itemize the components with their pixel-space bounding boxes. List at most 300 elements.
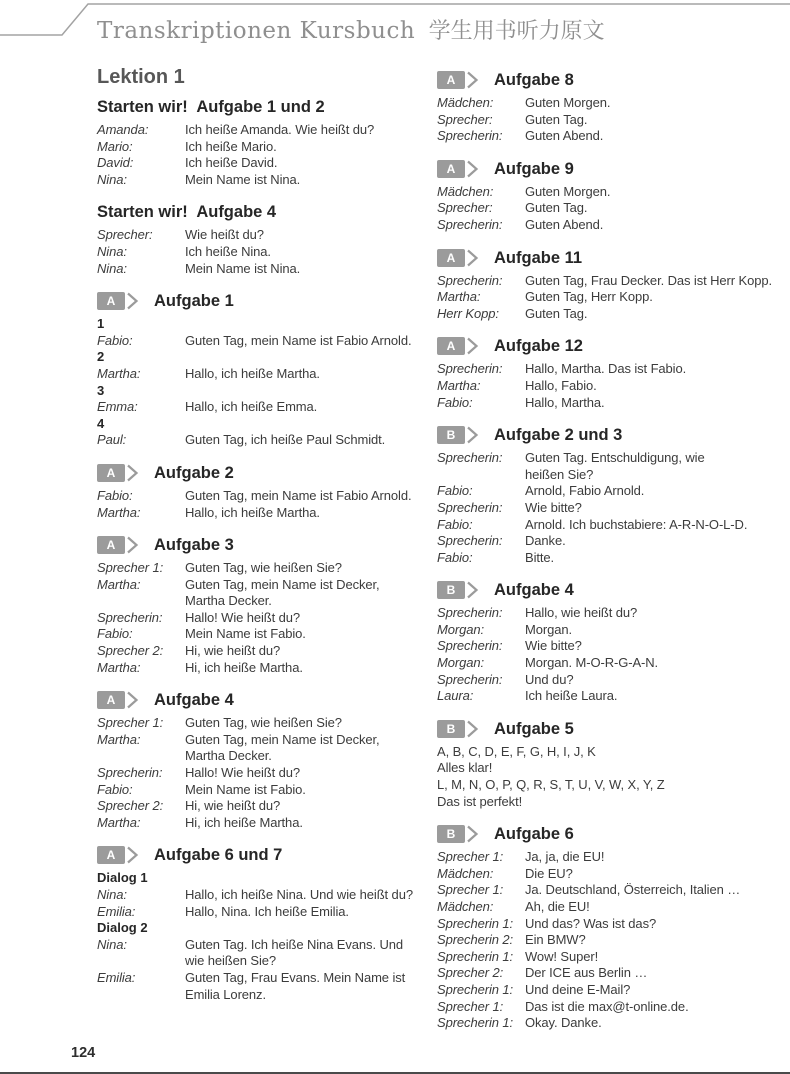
speaker-name: Sprecherin: bbox=[437, 272, 503, 288]
section-header bbox=[97, 291, 427, 311]
section-title: Aufgabe 2 und 3 bbox=[494, 426, 623, 445]
dialog-line bbox=[437, 517, 777, 534]
left-sections bbox=[97, 97, 427, 1003]
dialog-text: Arnold. Ich buchstabiere: A-R-N-O-L-D. bbox=[525, 516, 748, 532]
dialog-text: Hallo, wie heißt du? bbox=[525, 605, 638, 621]
speaker-name: Laura: bbox=[437, 688, 474, 704]
speaker-name: Fabio: bbox=[437, 516, 473, 532]
section-title: Aufgabe 8 bbox=[494, 71, 574, 89]
dialog-line bbox=[437, 982, 777, 999]
speaker-name: Fabio: bbox=[97, 781, 133, 797]
speaker-name: Morgan: bbox=[437, 621, 484, 637]
dialog-text: Guten Abend. bbox=[525, 216, 604, 232]
dialog-text: Okay. Danke. bbox=[525, 1015, 602, 1031]
dialog-line bbox=[97, 798, 427, 815]
dialog-text: Guten Tag, mein Name ist Fabio Arnold. bbox=[185, 487, 412, 503]
dialog-line bbox=[97, 227, 427, 244]
dialog-line bbox=[437, 672, 777, 689]
badge-letter: A bbox=[437, 71, 465, 89]
dialog-line bbox=[437, 112, 777, 129]
dialog-text: Hi, wie heißt du? bbox=[185, 798, 281, 814]
section-lines bbox=[437, 184, 777, 234]
speaker-name: Emma: bbox=[97, 399, 138, 415]
badge-letter: A bbox=[97, 464, 125, 482]
dialog-text: Guten Tag, mein Name ist Decker, Martha Decker. bbox=[185, 576, 380, 609]
section-title: Aufgabe 4 bbox=[154, 691, 234, 710]
text-line: A, B, C, D, E, F, G, H, I, J, K bbox=[437, 743, 596, 759]
speaker-name: Herr Kopp: bbox=[437, 305, 499, 321]
dialog-text: Wie heißt du? bbox=[185, 227, 264, 243]
audio-section-badge bbox=[97, 691, 139, 709]
page-title-chinese: 学生用书听力原文 bbox=[428, 18, 605, 43]
section-header bbox=[97, 202, 427, 222]
section-title: Aufgabe 3 bbox=[154, 536, 234, 555]
transcript-section bbox=[97, 690, 427, 831]
section-lines bbox=[437, 95, 777, 145]
page-header bbox=[97, 14, 605, 45]
dialog-line bbox=[97, 660, 427, 677]
badge-letter: A bbox=[437, 160, 465, 178]
dialog-text: Hallo, ich heiße Martha. bbox=[185, 504, 320, 520]
section-title: Aufgabe 1 bbox=[154, 292, 234, 311]
section-lines bbox=[97, 870, 427, 1003]
speaker-name: Martha: bbox=[437, 377, 481, 393]
dialog-text: Guten Tag. Entschuldigung, wie heißen Sie? bbox=[525, 450, 705, 482]
dialog-line bbox=[97, 937, 427, 970]
speaker-name: Sprecherin: bbox=[437, 533, 503, 549]
dialog-text: Guten Abend. bbox=[525, 128, 604, 144]
dialog-text: Wie bitte? bbox=[525, 638, 582, 654]
dialog-text: Guten Tag. bbox=[525, 305, 588, 321]
speaker-name: Sprecher 1: bbox=[97, 715, 164, 731]
audio-section-badge bbox=[437, 160, 479, 178]
dialog-text: Morgan. bbox=[525, 621, 572, 637]
speaker-name: Martha: bbox=[97, 659, 141, 675]
badge-letter: B bbox=[437, 581, 465, 599]
dialog-line bbox=[437, 899, 777, 916]
speaker-name: Sprecherin: bbox=[437, 638, 503, 654]
dialog-line bbox=[437, 95, 777, 112]
audio-section-badge bbox=[97, 292, 139, 310]
section-header bbox=[97, 97, 427, 117]
section-title: Aufgabe 6 bbox=[494, 825, 574, 844]
dialog-line bbox=[97, 887, 427, 904]
dialog-line bbox=[437, 128, 777, 145]
audio-section-badge bbox=[97, 464, 139, 482]
speaker-name: Fabio: bbox=[97, 626, 133, 642]
dialog-line bbox=[437, 289, 777, 306]
speaker-name: Sprecher: bbox=[97, 227, 153, 243]
section-title: Aufgabe 6 und 7 bbox=[154, 846, 283, 865]
page-number: 124 bbox=[71, 1045, 96, 1061]
speaker-name: Mädchen: bbox=[437, 95, 494, 110]
speaker-name: Sprecher 1: bbox=[437, 998, 504, 1014]
speaker-name: Mädchen: bbox=[437, 865, 494, 881]
dialog-line bbox=[97, 399, 427, 416]
speaker-name: Nina: bbox=[97, 887, 127, 902]
audio-section-badge bbox=[97, 536, 139, 554]
dialog-line bbox=[437, 949, 777, 966]
section-header bbox=[97, 845, 427, 865]
speaker-name: Fabio: bbox=[97, 487, 133, 503]
dialog-text: Danke. bbox=[525, 533, 566, 549]
dialog-line bbox=[437, 533, 777, 550]
dialog-line bbox=[437, 622, 777, 639]
section-lines bbox=[437, 744, 777, 810]
speaker-name: Sprecherin 2: bbox=[437, 932, 514, 948]
transcript-section bbox=[437, 425, 777, 566]
section-title: Aufgabe 5 bbox=[494, 719, 574, 738]
section-title: Starten wir! Aufgabe 4 bbox=[97, 203, 277, 222]
dialog-text: Guten Tag, wie heißen Sie? bbox=[185, 560, 342, 576]
dialog-text: Guten Morgen. bbox=[525, 183, 611, 199]
dialog-text: Wow! Super! bbox=[525, 948, 599, 964]
dialog-text: Ich heiße Nina. bbox=[185, 243, 271, 259]
dialog-line bbox=[437, 273, 777, 290]
dialog-text: Hallo, Martha. bbox=[525, 394, 605, 410]
speaker-name: Sprecherin: bbox=[97, 609, 163, 625]
dialog-text: Guten Tag, ich heiße Paul Schmidt. bbox=[185, 432, 386, 448]
dialog-text: Ich heiße Laura. bbox=[525, 688, 618, 704]
speaker-name: Fabio: bbox=[437, 483, 473, 499]
speaker-name: Amanda: bbox=[97, 122, 149, 137]
dialog-line bbox=[437, 306, 777, 323]
speaker-name: Martha: bbox=[437, 289, 481, 305]
transcript-section bbox=[97, 463, 427, 521]
section-header bbox=[437, 159, 777, 179]
chevron-right-icon bbox=[127, 691, 139, 709]
speaker-name: Sprecherin 1: bbox=[437, 1015, 514, 1031]
speaker-name: Sprecherin 1: bbox=[437, 981, 514, 997]
section-lines bbox=[437, 849, 777, 1032]
dialog-line bbox=[437, 483, 777, 500]
section-header bbox=[97, 535, 427, 555]
dialog-line bbox=[437, 916, 777, 933]
dialog-sublabel: Dialog 1 bbox=[97, 870, 148, 886]
dialog-text: Hallo, Fabio. bbox=[525, 377, 597, 393]
audio-section-badge bbox=[437, 71, 479, 89]
dialog-text: Hallo, Nina. Ich heiße Emilia. bbox=[185, 903, 349, 919]
dialog-line bbox=[437, 450, 777, 483]
dialog-text: Hallo, ich heiße Nina. Und wie heißt du? bbox=[185, 887, 413, 902]
section-title: Aufgabe 4 bbox=[494, 581, 574, 600]
section-lines bbox=[437, 361, 777, 411]
section-header bbox=[437, 719, 777, 739]
dialog-line bbox=[437, 605, 777, 622]
dialog-text: Hallo! Wie heißt du? bbox=[185, 609, 301, 625]
dialog-text: Der ICE aus Berlin … bbox=[525, 965, 648, 981]
dialog-line bbox=[437, 500, 777, 517]
speaker-name: Martha: bbox=[97, 731, 141, 747]
dialog-sublabel: 2 bbox=[97, 349, 105, 365]
speaker-name: Sprecher 2: bbox=[97, 643, 164, 659]
dialog-line bbox=[437, 1015, 777, 1032]
section-header bbox=[437, 248, 777, 268]
dialog-text: Hallo, ich heiße Martha. bbox=[185, 365, 320, 381]
dialog-text: Guten Tag, Frau Decker. Das ist Herr Kopp. bbox=[525, 272, 773, 288]
dialog-line bbox=[97, 261, 427, 278]
dialog-line bbox=[437, 866, 777, 883]
dialog-sublabel: 4 bbox=[97, 415, 105, 431]
dialog-line bbox=[437, 200, 777, 217]
dialog-line bbox=[437, 882, 777, 899]
section-lines bbox=[97, 122, 427, 188]
chevron-right-icon bbox=[467, 825, 479, 843]
dialog-line bbox=[437, 184, 777, 201]
speaker-name: Martha: bbox=[97, 365, 141, 381]
dialog-line bbox=[97, 560, 427, 577]
dialog-text: Das ist die max@t-online.de. bbox=[525, 998, 689, 1014]
speaker-name: Sprecherin: bbox=[437, 605, 503, 621]
dialog-text: Wie bitte? bbox=[525, 499, 582, 515]
badge-letter: B bbox=[437, 426, 465, 444]
section-header bbox=[437, 824, 777, 844]
section-header bbox=[437, 70, 777, 90]
section-lines bbox=[437, 605, 777, 705]
speaker-name: Sprecherin: bbox=[437, 450, 503, 466]
dialog-sublabel: 1 bbox=[97, 316, 105, 332]
speaker-name: Fabio: bbox=[437, 549, 473, 565]
section-lines bbox=[437, 273, 777, 323]
chevron-right-icon bbox=[467, 249, 479, 267]
section-title: Starten wir! Aufgabe 1 und 2 bbox=[97, 98, 325, 116]
chevron-right-icon bbox=[467, 426, 479, 444]
dialog-text: Hi, ich heiße Martha. bbox=[185, 814, 303, 830]
dialog-line bbox=[97, 333, 427, 350]
section-header bbox=[437, 336, 777, 356]
speaker-name: Sprecherin: bbox=[437, 128, 503, 144]
badge-letter: B bbox=[437, 825, 465, 843]
dialog-text: Guten Tag, mein Name ist Decker, Martha Decker. bbox=[185, 731, 380, 764]
dialog-line bbox=[437, 965, 777, 982]
chevron-right-icon bbox=[467, 581, 479, 599]
dialog-text: Mein Name ist Nina. bbox=[185, 171, 301, 187]
dialog-text: Mein Name ist Fabio. bbox=[185, 781, 306, 797]
right-sections bbox=[437, 70, 777, 1032]
chevron-right-icon bbox=[467, 720, 479, 738]
speaker-name: Sprecher 1: bbox=[97, 560, 164, 576]
section-lines bbox=[97, 560, 427, 676]
speaker-name: Sprecherin: bbox=[97, 765, 163, 781]
dialog-text: Hi, ich heiße Martha. bbox=[185, 659, 303, 675]
badge-letter: A bbox=[437, 337, 465, 355]
speaker-name: Emilia: bbox=[97, 903, 136, 919]
speaker-name: Sprecherin: bbox=[437, 671, 503, 687]
transcript-section bbox=[97, 291, 427, 449]
speaker-name: Sprecher 1: bbox=[437, 882, 504, 898]
badge-letter: A bbox=[97, 292, 125, 310]
section-header bbox=[97, 690, 427, 710]
dialog-line bbox=[97, 782, 427, 799]
transcript-section bbox=[437, 336, 777, 411]
dialog-text: Guten Tag, Herr Kopp. bbox=[525, 289, 653, 305]
dialog-text: Guten Morgen. bbox=[525, 95, 611, 110]
dialog-line bbox=[97, 432, 427, 449]
dialog-line bbox=[437, 999, 777, 1016]
speaker-name: Fabio: bbox=[97, 332, 133, 348]
dialog-line bbox=[97, 765, 427, 782]
speaker-name: Nina: bbox=[97, 243, 127, 259]
audio-section-badge bbox=[437, 426, 479, 444]
speaker-name: Nina: bbox=[97, 171, 127, 187]
speaker-name: Nina: bbox=[97, 936, 127, 952]
badge-letter: A bbox=[437, 249, 465, 267]
dialog-text: Guten Tag, mein Name ist Fabio Arnold. bbox=[185, 332, 412, 348]
dialog-line bbox=[437, 395, 777, 412]
section-lines bbox=[437, 450, 777, 566]
dialog-line bbox=[97, 904, 427, 921]
dialog-line bbox=[97, 577, 427, 610]
dialog-text: Guten Tag. Ich heiße Nina Evans. Und wie heißen Sie? bbox=[185, 936, 404, 969]
speaker-name: Martha: bbox=[97, 814, 141, 830]
transcript-section bbox=[97, 202, 427, 277]
dialog-line bbox=[97, 970, 427, 1003]
text-line: L, M, N, O, P, Q, R, S, T, U, V, W, X, Y, Z bbox=[437, 777, 665, 793]
dialog-text: Ja, ja, die EU! bbox=[525, 849, 605, 865]
chevron-right-icon bbox=[127, 536, 139, 554]
speaker-name: Mädchen: bbox=[437, 183, 494, 199]
dialog-line bbox=[97, 715, 427, 732]
dialog-text: Ich heiße David. bbox=[185, 155, 278, 171]
transcript-section bbox=[437, 70, 777, 145]
transcript-section bbox=[437, 824, 777, 1032]
audio-section-badge bbox=[437, 337, 479, 355]
speaker-name: Nina: bbox=[97, 260, 127, 276]
audio-section-badge bbox=[437, 249, 479, 267]
speaker-name: Mario: bbox=[97, 138, 133, 154]
left-column bbox=[97, 66, 427, 1003]
dialog-text: Arnold, Fabio Arnold. bbox=[525, 483, 645, 499]
speaker-name: Sprecherin: bbox=[437, 361, 503, 377]
dialog-text: Hallo, ich heiße Emma. bbox=[185, 399, 318, 415]
transcript-section bbox=[437, 248, 777, 323]
section-title: Aufgabe 9 bbox=[494, 159, 574, 178]
text-line: Das ist perfekt! bbox=[437, 793, 523, 809]
speaker-name: Emilia: bbox=[97, 969, 136, 985]
dialog-sublabel: Dialog 2 bbox=[97, 920, 148, 936]
speaker-name: Sprecher 1: bbox=[437, 849, 504, 865]
dialog-text: Guten Tag. bbox=[525, 111, 588, 127]
dialog-text: Und deine E-Mail? bbox=[525, 981, 631, 997]
section-header bbox=[437, 580, 777, 600]
dialog-line bbox=[437, 932, 777, 949]
chevron-right-icon bbox=[127, 292, 139, 310]
audio-section-badge bbox=[437, 825, 479, 843]
dialog-line bbox=[97, 815, 427, 832]
section-title: Aufgabe 11 bbox=[494, 248, 583, 267]
dialog-line bbox=[437, 550, 777, 567]
section-lines bbox=[97, 488, 427, 521]
dialog-line bbox=[437, 638, 777, 655]
transcript-section bbox=[437, 719, 777, 810]
dialog-text: Und du? bbox=[525, 671, 574, 687]
speaker-name: Martha: bbox=[97, 504, 141, 520]
dialog-text: Guten Tag, Frau Evans. Mein Name ist Emilia Lorenz. bbox=[185, 969, 406, 1002]
audio-section-badge bbox=[437, 720, 479, 738]
section-header bbox=[97, 463, 427, 483]
dialog-text: Ich heiße Mario. bbox=[185, 138, 277, 154]
audio-section-badge bbox=[437, 581, 479, 599]
right-column bbox=[437, 70, 777, 1032]
chevron-right-icon bbox=[127, 464, 139, 482]
chevron-right-icon bbox=[467, 160, 479, 178]
chevron-right-icon bbox=[467, 71, 479, 89]
dialog-line bbox=[97, 732, 427, 765]
dialog-text: Ein BMW? bbox=[525, 932, 586, 948]
dialog-text: Ja. Deutschland, Österreich, Italien … bbox=[525, 882, 741, 898]
speaker-name: Sprecherin 1: bbox=[437, 948, 514, 964]
dialog-line bbox=[437, 655, 777, 672]
badge-letter: B bbox=[437, 720, 465, 738]
speaker-name: Sprecher: bbox=[437, 111, 493, 127]
dialog-line bbox=[97, 139, 427, 156]
dialog-line bbox=[437, 217, 777, 234]
section-title: Aufgabe 2 bbox=[154, 463, 234, 482]
badge-letter: A bbox=[97, 536, 125, 554]
speaker-name: Mädchen: bbox=[437, 899, 494, 914]
badge-letter: A bbox=[97, 846, 125, 864]
dialog-text: Morgan. M-O-R-G-A-N. bbox=[525, 655, 659, 671]
transcript-section bbox=[97, 845, 427, 1003]
dialog-text: Hi, wie heißt du? bbox=[185, 643, 281, 659]
section-lines bbox=[97, 227, 427, 277]
dialog-text: Ich heiße Amanda. Wie heißt du? bbox=[185, 122, 375, 137]
lesson-title: Lektion 1 bbox=[97, 66, 185, 88]
dialog-line bbox=[97, 172, 427, 189]
dialog-line bbox=[97, 122, 427, 139]
transcript-section bbox=[437, 580, 777, 705]
transcript-section bbox=[437, 159, 777, 234]
speaker-name: Morgan: bbox=[437, 655, 484, 671]
page-title-german: Transkriptionen Kursbuch bbox=[97, 18, 416, 44]
dialog-sublabel: 3 bbox=[97, 382, 105, 398]
dialog-text: Mein Name ist Nina. bbox=[185, 260, 301, 276]
dialog-line bbox=[437, 378, 777, 395]
dialog-text: Hallo, Martha. Das ist Fabio. bbox=[525, 361, 687, 377]
dialog-line bbox=[97, 488, 427, 505]
dialog-line bbox=[97, 366, 427, 383]
dialog-text: Bitte. bbox=[525, 549, 555, 565]
speaker-name: Sprecherin: bbox=[437, 499, 503, 515]
dialog-line bbox=[437, 688, 777, 705]
dialog-text: Ah, die EU! bbox=[525, 899, 590, 914]
transcript-section bbox=[97, 97, 427, 188]
dialog-text: Mein Name ist Fabio. bbox=[185, 626, 306, 642]
chevron-right-icon bbox=[467, 337, 479, 355]
dialog-line bbox=[97, 610, 427, 627]
dialog-text: Guten Tag, wie heißen Sie? bbox=[185, 715, 342, 731]
speaker-name: Sprecherin 1: bbox=[437, 915, 514, 931]
dialog-line bbox=[97, 626, 427, 643]
badge-letter: A bbox=[97, 691, 125, 709]
speaker-name: Sprecher 2: bbox=[437, 965, 504, 981]
section-lines bbox=[97, 715, 427, 831]
chevron-right-icon bbox=[127, 846, 139, 864]
dialog-text: Die EU? bbox=[525, 865, 573, 881]
section-header bbox=[437, 425, 777, 445]
dialog-text: Und das? Was ist das? bbox=[525, 915, 657, 931]
section-title: Aufgabe 12 bbox=[494, 337, 583, 356]
dialog-text: Guten Tag. bbox=[525, 200, 588, 216]
speaker-name: Fabio: bbox=[437, 394, 473, 410]
dialog-line bbox=[97, 643, 427, 660]
dialog-line bbox=[97, 505, 427, 522]
speaker-name: Sprecher 2: bbox=[97, 798, 164, 814]
speaker-name: Martha: bbox=[97, 576, 141, 592]
audio-section-badge bbox=[97, 846, 139, 864]
dialog-line bbox=[97, 244, 427, 261]
dialog-line bbox=[437, 849, 777, 866]
